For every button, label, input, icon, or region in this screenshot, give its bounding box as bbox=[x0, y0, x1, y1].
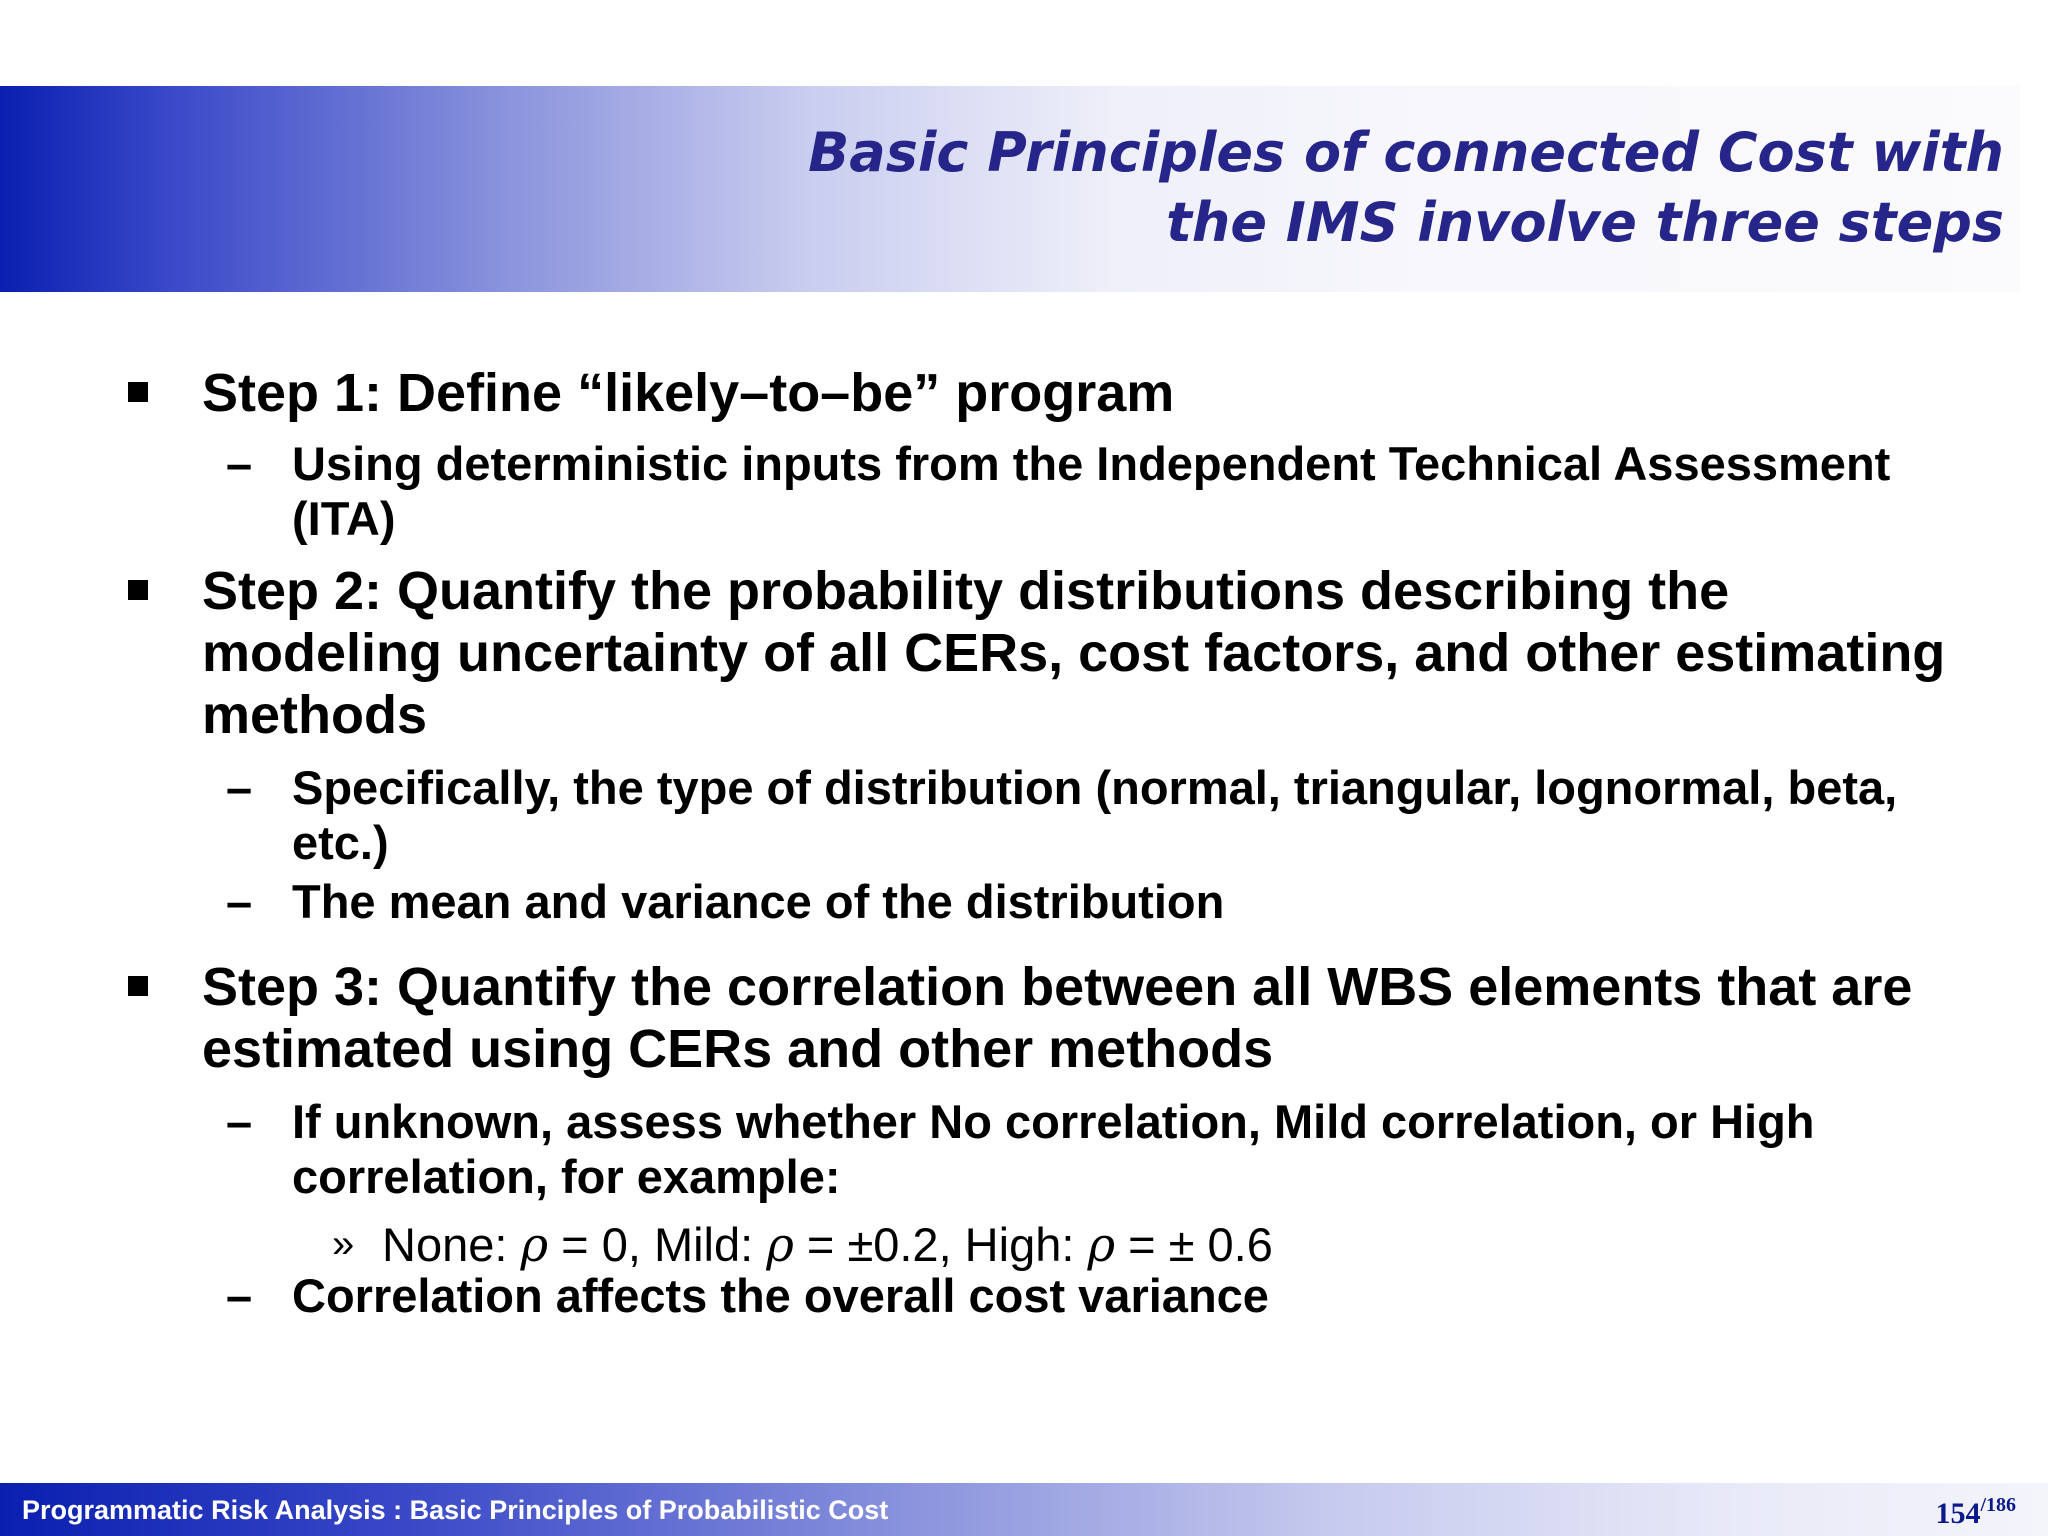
dash-bullet-icon: – bbox=[226, 1269, 253, 1322]
step-3-sub-2-text: Correlation affects the overall cost variance bbox=[292, 1269, 1269, 1322]
footer-title: Programmatic Risk Analysis : Basic Principles of Probabilistic Cost bbox=[22, 1495, 889, 1525]
step-2-text: Step 2: Quantify the probability distributions describing the modeling uncertainty of all CERs, cost factors, and other estimating methods bbox=[202, 561, 1946, 745]
rho-symbol: ρ bbox=[766, 1218, 794, 1273]
title-line-1: Basic Principles of connected Cost with bbox=[808, 121, 2004, 184]
step-2-sub-1-text: Specifically, the type of distribution (normal, triangular, lognormal, beta, etc.) bbox=[292, 761, 1898, 869]
step-3-bullet bbox=[202, 956, 1962, 1080]
rho-symbol: ρ bbox=[1087, 1218, 1116, 1273]
dash-bullet-icon: – bbox=[226, 761, 253, 814]
step-3-subsub-1 bbox=[332, 1217, 1882, 1273]
dash-bullet-icon: – bbox=[226, 875, 253, 928]
correlation-mild-value: = ±0.2, High: bbox=[793, 1218, 1088, 1271]
page-number bbox=[1935, 1494, 2016, 1531]
step-3-sub-1-text: If unknown, assess whether No correlation, Mild correlation, or High correlation, for example: bbox=[292, 1095, 1815, 1203]
page-total: /186 bbox=[1980, 1494, 2016, 1516]
dash-bullet-icon: – bbox=[226, 437, 253, 490]
correlation-none-value: = 0, Mild: bbox=[548, 1218, 767, 1271]
step-3-text: Step 3: Quantify the correlation between all WBS elements that are estimated using CERs and other methods bbox=[202, 957, 1913, 1079]
slide-title bbox=[604, 118, 2004, 258]
step-3-sub-2 bbox=[226, 1268, 1992, 1323]
raquo-bullet-icon: » bbox=[332, 1222, 355, 1266]
step-1-bullet bbox=[202, 362, 1962, 424]
rho-symbol: ρ bbox=[520, 1218, 549, 1273]
step-2-sub-1 bbox=[226, 760, 1992, 870]
step-2-bullet bbox=[202, 560, 1962, 746]
correlation-none-label: None: bbox=[382, 1218, 521, 1271]
square-bullet-icon bbox=[128, 976, 148, 996]
square-bullet-icon bbox=[128, 580, 148, 600]
correlation-high-value: = ± 0.6 bbox=[1115, 1218, 1273, 1271]
step-2-sub-2 bbox=[226, 874, 1992, 929]
dash-bullet-icon: – bbox=[226, 1095, 253, 1148]
step-1-sub-1-text: Using deterministic inputs from the Independent Technical Assessment (ITA) bbox=[292, 437, 1891, 545]
square-bullet-icon bbox=[128, 382, 148, 402]
title-line-2: the IMS involve three steps bbox=[1166, 191, 2004, 254]
page-current: 154 bbox=[1935, 1497, 1981, 1530]
step-2-sub-2-text: The mean and variance of the distribution bbox=[292, 875, 1225, 928]
step-1-text: Step 1: Define “likely–to–be” program bbox=[202, 363, 1175, 423]
step-3-sub-1 bbox=[226, 1094, 1992, 1204]
step-1-sub-1 bbox=[226, 436, 1992, 546]
